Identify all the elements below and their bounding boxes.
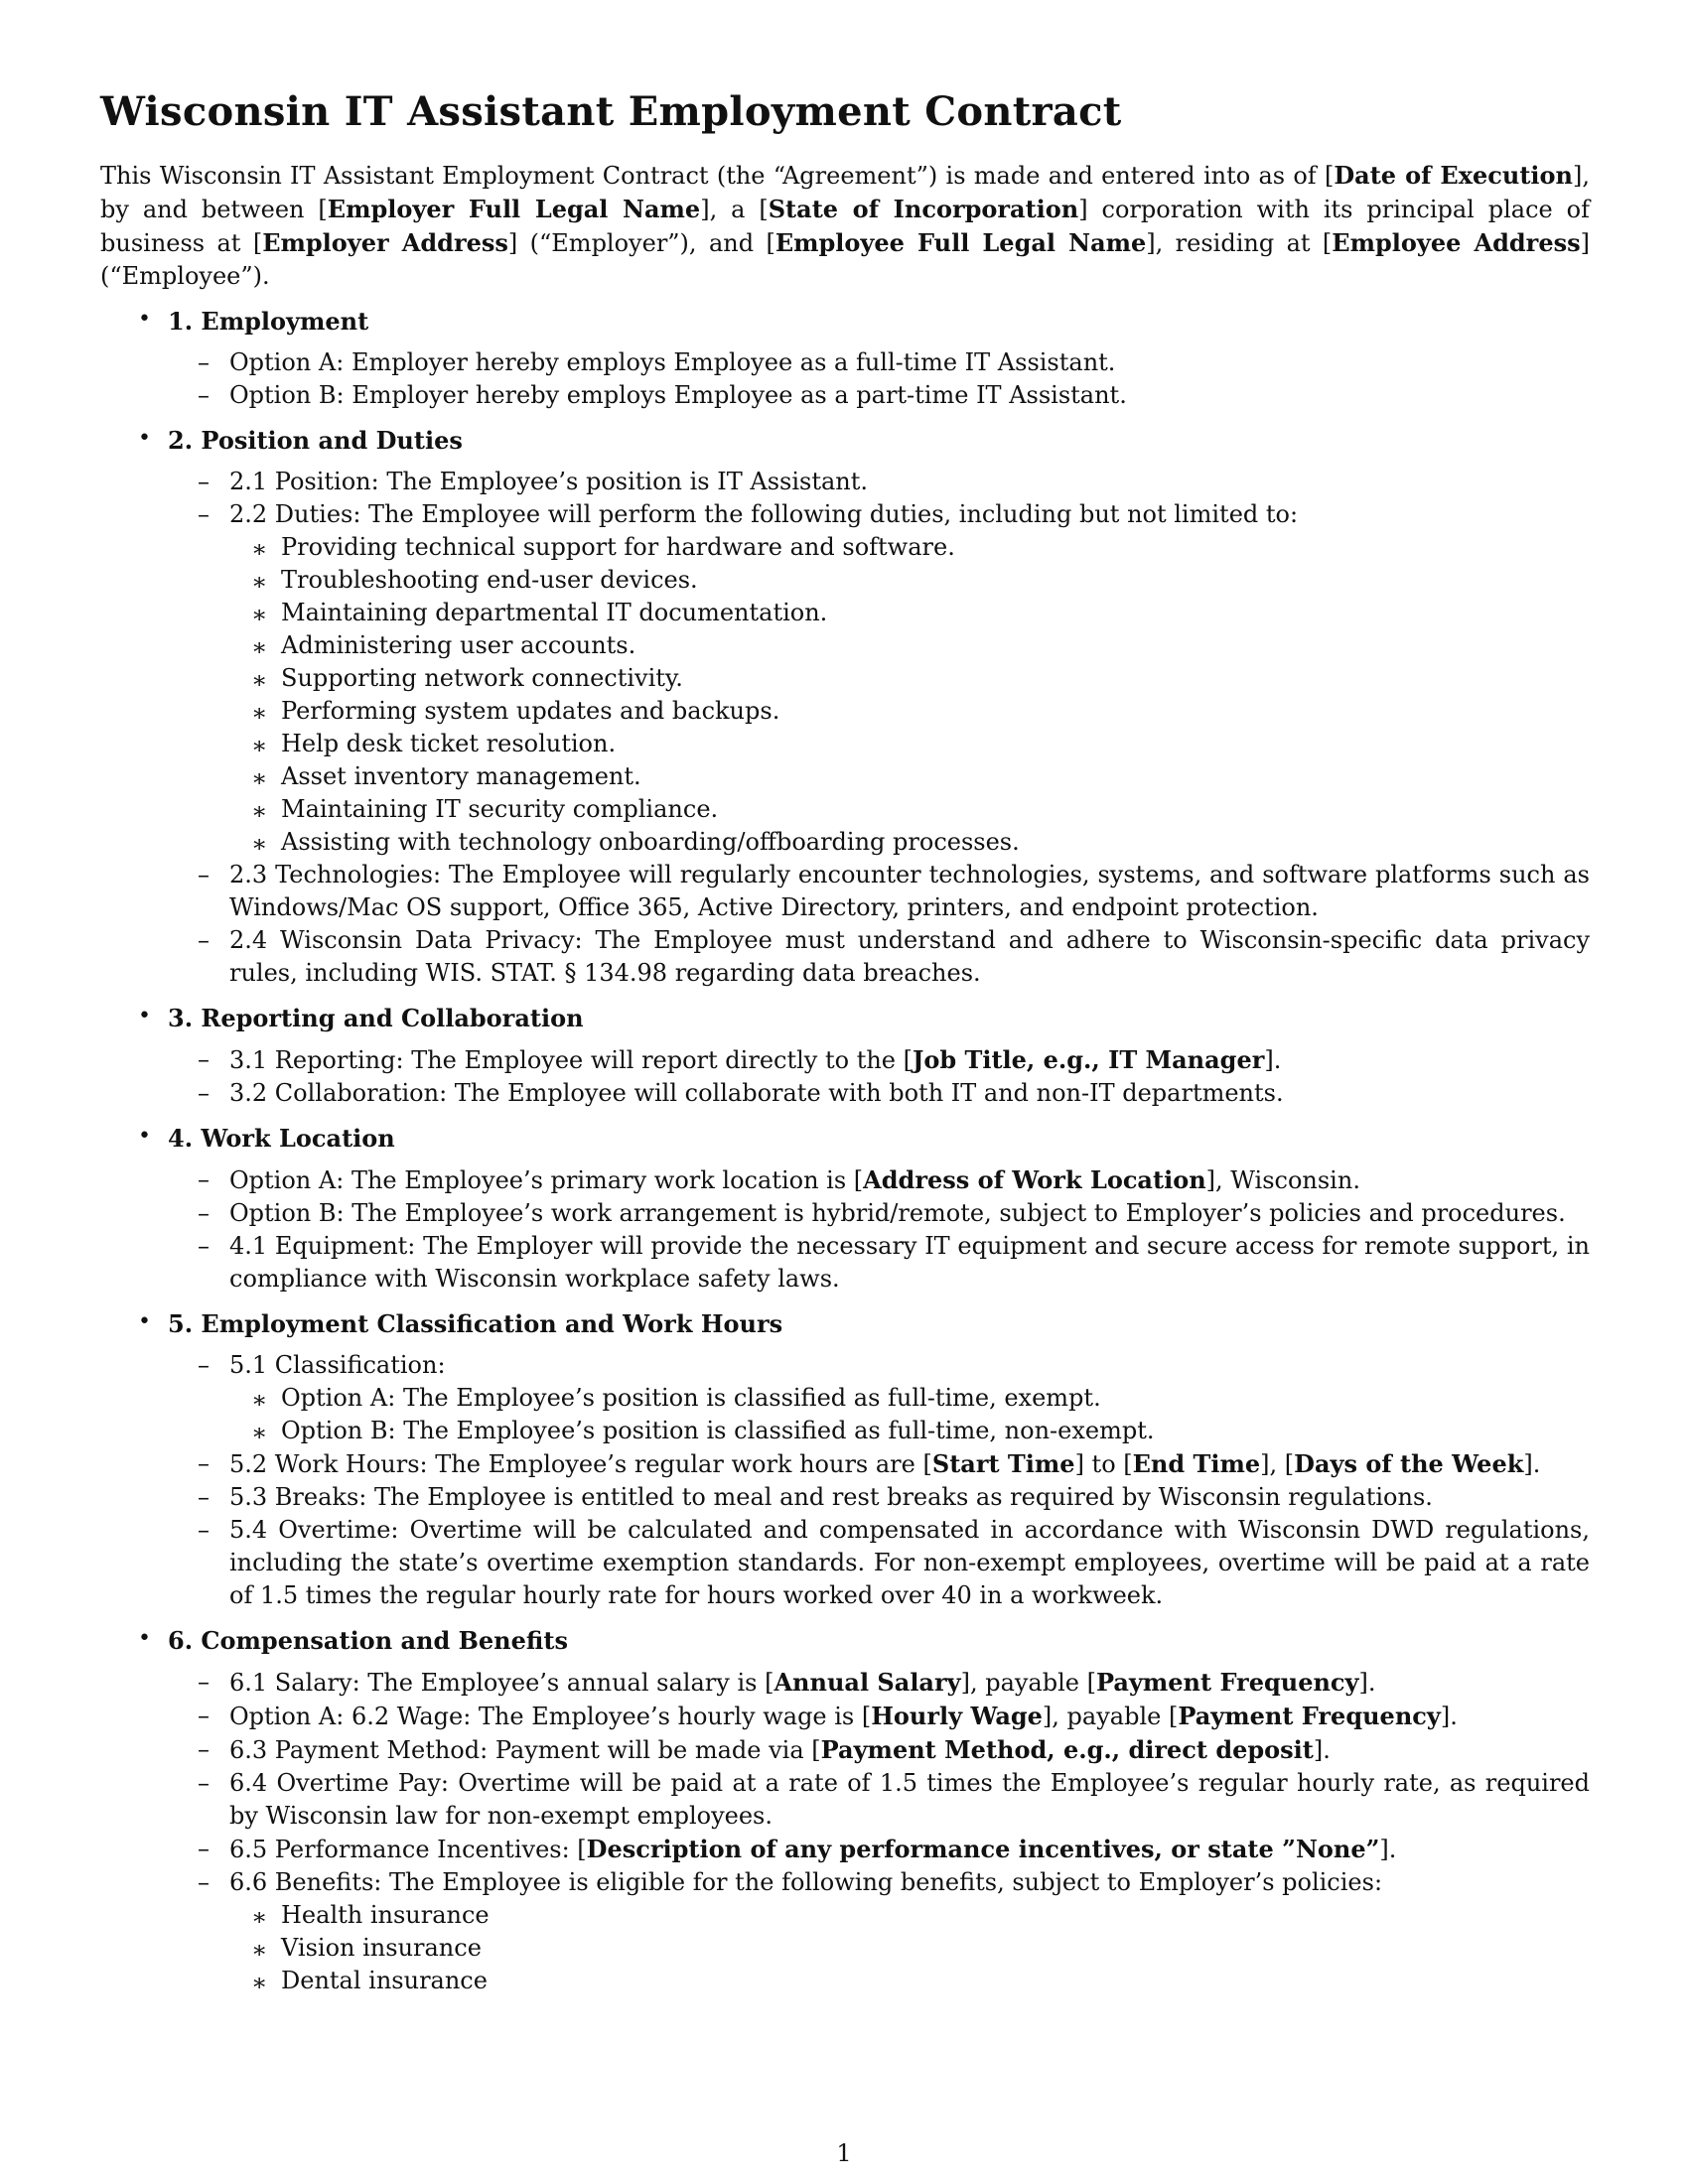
asterisk-icon: ∗ — [251, 601, 268, 628]
dash-icon: – — [198, 348, 210, 376]
section-reporting-collaboration — [100, 1002, 1590, 1110]
asterisk-icon: ∗ — [251, 633, 268, 661]
clause-text: 5.4 Overtime: Overtime will be calculated and compensated in accordance with Wisconsin DWD regulations, including the state’s overtime exemption standards. For non-exempt employees, overtime will be paid at a rate of 1.5 times the regular hourly rate for hours worked over 40 in a workweek. — [229, 1516, 1590, 1609]
dash-icon: – — [198, 1199, 210, 1227]
clause-item — [168, 1514, 1590, 1612]
clause-text: ]. — [1264, 1046, 1282, 1074]
intro-paragraph — [100, 159, 1590, 293]
dash-icon: – — [198, 1769, 210, 1797]
list-item — [229, 1965, 1590, 1997]
subsection-list — [168, 1163, 1590, 1296]
clause-item — [168, 1666, 1590, 1700]
subsection-list — [168, 346, 1590, 412]
clause-item — [168, 1163, 1590, 1197]
intro-text: ], by and between [ — [100, 162, 1591, 223]
clause-text: ], Wisconsin. — [1205, 1166, 1360, 1194]
asterisk-icon: ∗ — [251, 1419, 268, 1446]
list-item-text: Administering user accounts. — [281, 631, 636, 659]
list-item-text: Maintaining IT security compliance. — [281, 795, 719, 823]
placeholder-annual-salary: Annual Salary — [774, 1668, 961, 1697]
list-item-text: Asset inventory management. — [281, 762, 641, 790]
subsection-list — [168, 466, 1590, 990]
list-item — [229, 1932, 1590, 1965]
bullet-icon: • — [138, 426, 151, 451]
clause-item — [168, 1197, 1590, 1230]
clause-item — [168, 1833, 1590, 1866]
list-item — [229, 1415, 1590, 1447]
clause-text: ]. — [1523, 1450, 1541, 1478]
clause-text: 2.3 Technologies: The Employee will regularly encounter technologies, systems, and software platforms such as Windows/Mac OS support, Office 365, Active Directory, printers, and endpoint protection. — [229, 861, 1590, 921]
asterisk-icon: ∗ — [251, 830, 268, 858]
list-item-text: Help desk ticket resolution. — [281, 730, 617, 757]
dash-icon: – — [198, 1483, 210, 1511]
clause-item — [168, 346, 1590, 379]
asterisk-icon: ∗ — [251, 699, 268, 727]
duties-list — [229, 531, 1590, 859]
list-item — [229, 564, 1590, 597]
dash-icon: – — [198, 1702, 210, 1729]
section-compensation-benefits — [100, 1624, 1590, 1997]
asterisk-icon: ∗ — [251, 568, 268, 596]
clause-item — [168, 1447, 1590, 1481]
bullet-icon: • — [138, 307, 151, 332]
clause-text: 6.4 Overtime Pay: Overtime will be paid at a rate of 1.5 times the Employee’s regular hourly rate, as required by Wisconsin law for non-exempt employees. — [229, 1769, 1590, 1830]
placeholder-hourly-wage: Hourly Wage — [871, 1702, 1043, 1730]
bullet-icon: • — [138, 1309, 151, 1334]
list-item — [229, 760, 1590, 793]
list-item — [229, 793, 1590, 826]
subsection-list — [168, 1349, 1590, 1612]
clause-text: 2.2 Duties: The Employee will perform the following duties, including but not limited to: — [229, 500, 1299, 528]
dash-icon: – — [198, 1516, 210, 1544]
clause-text: Option A: 6.2 Wage: The Employee’s hourly wage is [ — [229, 1703, 872, 1730]
clause-item — [168, 379, 1590, 412]
clause-item — [168, 1043, 1590, 1077]
clause-text: Option B: The Employee’s work arrangement is hybrid/remote, subject to Employer’s policies and procedures. — [229, 1199, 1566, 1227]
section-title: 5. Employment Classification and Work Hours — [168, 1309, 783, 1338]
clause-text: 6.5 Performance Incentives: [ — [229, 1836, 587, 1863]
list-item — [229, 826, 1590, 859]
list-item-text: Dental insurance — [281, 1967, 488, 1994]
dash-icon: – — [198, 500, 210, 528]
list-item-text: Option B: The Employee’s position is classified as full-time, non-exempt. — [281, 1417, 1155, 1444]
dash-icon: – — [198, 1351, 210, 1379]
dash-icon: – — [198, 1449, 210, 1477]
list-item — [229, 597, 1590, 629]
dash-icon: – — [198, 468, 210, 495]
clause-text: ], [ — [1260, 1450, 1295, 1478]
list-item-text: Providing technical support for hardware and software. — [281, 533, 955, 561]
clause-item — [168, 1767, 1590, 1833]
placeholder-employer-name: Employer Full Legal Name — [327, 195, 701, 223]
clause-item — [168, 466, 1590, 498]
dash-icon: – — [198, 1835, 210, 1862]
dash-icon: – — [198, 1232, 210, 1260]
list-item-text: Option A: The Employee’s position is classified as full-time, exempt. — [281, 1384, 1101, 1412]
clause-text: Option A: Employer hereby employs Employee as a full-time IT Assistant. — [229, 348, 1116, 376]
section-employment — [100, 305, 1590, 412]
placeholder-payment-frequency: Payment Frequency — [1095, 1668, 1359, 1697]
intro-text: ] corporation with its principal place of business at [ — [100, 196, 1591, 257]
list-item-text: Health insurance — [281, 1901, 490, 1929]
placeholder-job-title: Job Title, e.g., IT Manager — [912, 1045, 1265, 1074]
list-item-text: Supporting network connectivity. — [281, 664, 683, 692]
clause-item — [168, 1349, 1590, 1447]
section-title: 3. Reporting and Collaboration — [168, 1004, 584, 1032]
section-title: 6. Compensation and Benefits — [168, 1626, 568, 1655]
placeholder-employee-address: Employee Address — [1332, 228, 1581, 257]
list-item — [229, 662, 1590, 695]
classification-list — [229, 1382, 1590, 1447]
clause-text: 3.1 Reporting: The Employee will report directly to the [ — [229, 1046, 913, 1074]
clause-item — [168, 498, 1590, 859]
placeholder-state-of-incorporation: State of Incorporation — [768, 195, 1079, 223]
clause-text: 2.1 Position: The Employee’s position is IT Assistant. — [229, 468, 868, 495]
dash-icon: – — [198, 926, 210, 954]
bullet-icon: • — [138, 1626, 151, 1651]
list-item — [229, 695, 1590, 728]
asterisk-icon: ∗ — [251, 1386, 268, 1414]
list-item — [229, 1899, 1590, 1932]
clause-text: ]. — [1379, 1836, 1397, 1863]
asterisk-icon: ∗ — [251, 1903, 268, 1931]
clause-text: Option B: Employer hereby employs Employee as a part-time IT Assistant. — [229, 381, 1127, 409]
subsection-list — [168, 1666, 1590, 1997]
dash-icon: – — [198, 1735, 210, 1763]
clause-text: 5.1 Classification: — [229, 1351, 446, 1379]
asterisk-icon: ∗ — [251, 797, 268, 825]
list-item — [229, 531, 1590, 564]
clause-item — [168, 1230, 1590, 1296]
list-item-text: Maintaining departmental IT documentation. — [281, 599, 828, 626]
clause-item — [168, 1700, 1590, 1733]
clause-text: Option A: The Employee’s primary work location is [ — [229, 1166, 864, 1194]
placeholder-date-of-execution: Date of Execution — [1334, 161, 1574, 190]
asterisk-icon: ∗ — [251, 1969, 268, 1996]
clause-text: ] to [ — [1074, 1450, 1133, 1478]
document-title: Wisconsin IT Assistant Employment Contract — [100, 88, 1122, 135]
clause-text: ]. — [1440, 1703, 1458, 1730]
clause-item — [168, 859, 1590, 924]
dash-icon: – — [198, 1165, 210, 1193]
subsection-list — [168, 1043, 1590, 1110]
clause-text: 3.2 Collaboration: The Employee will collaborate with both IT and non-IT departments. — [229, 1079, 1284, 1107]
clause-item — [168, 924, 1590, 990]
clause-item — [168, 1481, 1590, 1514]
asterisk-icon: ∗ — [251, 764, 268, 792]
placeholder-employer-address: Employer Address — [262, 228, 508, 257]
placeholder-start-time: Start Time — [931, 1449, 1075, 1478]
clause-text: 2.4 Wisconsin Data Privacy: The Employee must understand and adhere to Wisconsin-specific data privacy rules, including WIS. STAT. § 134.98 regarding data breaches. — [229, 926, 1590, 987]
list-item-text: Performing system updates and backups. — [281, 697, 780, 725]
clause-text: 5.2 Work Hours: The Employee’s regular work hours are [ — [229, 1450, 932, 1478]
intro-text: This Wisconsin IT Assistant Employment Contract (the “Agreement”) is made and entered into as of [ — [100, 162, 1335, 190]
clause-item — [168, 1733, 1590, 1767]
clause-text: ]. — [1313, 1736, 1331, 1764]
list-item — [229, 1382, 1590, 1415]
clause-text: 6.1 Salary: The Employee’s annual salary is [ — [229, 1669, 774, 1697]
clause-text: 6.3 Payment Method: Payment will be made via [ — [229, 1736, 821, 1764]
dash-icon: – — [198, 1668, 210, 1696]
placeholder-end-time: End Time — [1132, 1449, 1261, 1478]
bullet-icon: • — [138, 1124, 151, 1149]
intro-text: ] (“Employee”). — [100, 229, 1590, 290]
dash-icon: – — [198, 1079, 210, 1107]
asterisk-icon: ∗ — [251, 732, 268, 759]
clause-item — [168, 1077, 1590, 1110]
intro-text: ], residing at [ — [1146, 229, 1333, 257]
placeholder-performance-incentives: Description of any performance incentives, or state ”None” — [586, 1835, 1380, 1863]
placeholder-payment-frequency: Payment Frequency — [1178, 1702, 1441, 1730]
list-item-text: Troubleshooting end-user devices. — [281, 566, 698, 594]
list-item-text: Vision insurance — [281, 1934, 482, 1962]
section-title: 2. Position and Duties — [168, 426, 463, 455]
list-item — [229, 629, 1590, 662]
placeholder-work-location: Address of Work Location — [863, 1165, 1206, 1194]
section-title: 4. Work Location — [168, 1124, 395, 1153]
section-work-location — [100, 1122, 1590, 1296]
asterisk-icon: ∗ — [251, 535, 268, 563]
placeholder-employee-name: Employee Full Legal Name — [774, 228, 1147, 257]
clause-text: 6.6 Benefits: The Employee is eligible for the following benefits, subject to Employer’s policies: — [229, 1868, 1383, 1896]
clause-text: 4.1 Equipment: The Employer will provide the necessary IT equipment and secure access for remote support, in compliance with Wisconsin workplace safety laws. — [229, 1232, 1590, 1293]
dash-icon: – — [198, 381, 210, 409]
list-item — [229, 728, 1590, 760]
clause-text: 5.3 Breaks: The Employee is entitled to meal and rest breaks as required by Wisconsin regulations. — [229, 1483, 1433, 1511]
intro-text: ], a [ — [700, 196, 769, 223]
clause-text: ]. — [1358, 1669, 1376, 1697]
page-number: 1 — [836, 2139, 852, 2167]
asterisk-icon: ∗ — [251, 1936, 268, 1964]
dash-icon: – — [198, 1045, 210, 1073]
section-list — [100, 305, 1590, 1997]
bullet-icon: • — [138, 1004, 151, 1028]
section-classification-hours — [100, 1307, 1590, 1612]
section-title: 1. Employment — [168, 307, 369, 336]
dash-icon: – — [198, 1868, 210, 1896]
clause-text: ], payable [ — [1042, 1703, 1179, 1730]
dash-icon: – — [198, 861, 210, 888]
placeholder-days-of-week: Days of the Week — [1294, 1449, 1524, 1478]
clause-item — [168, 1866, 1590, 1997]
list-item-text: Assisting with technology onboarding/offboarding processes. — [281, 828, 1020, 856]
placeholder-payment-method: Payment Method, e.g., direct deposit — [820, 1735, 1314, 1764]
benefits-list — [229, 1899, 1590, 1997]
section-position-duties — [100, 424, 1590, 990]
document-page — [100, 87, 1590, 2009]
clause-text: ], payable [ — [960, 1669, 1096, 1697]
asterisk-icon: ∗ — [251, 666, 268, 694]
intro-text: ] (“Employer”), and [ — [507, 229, 775, 257]
